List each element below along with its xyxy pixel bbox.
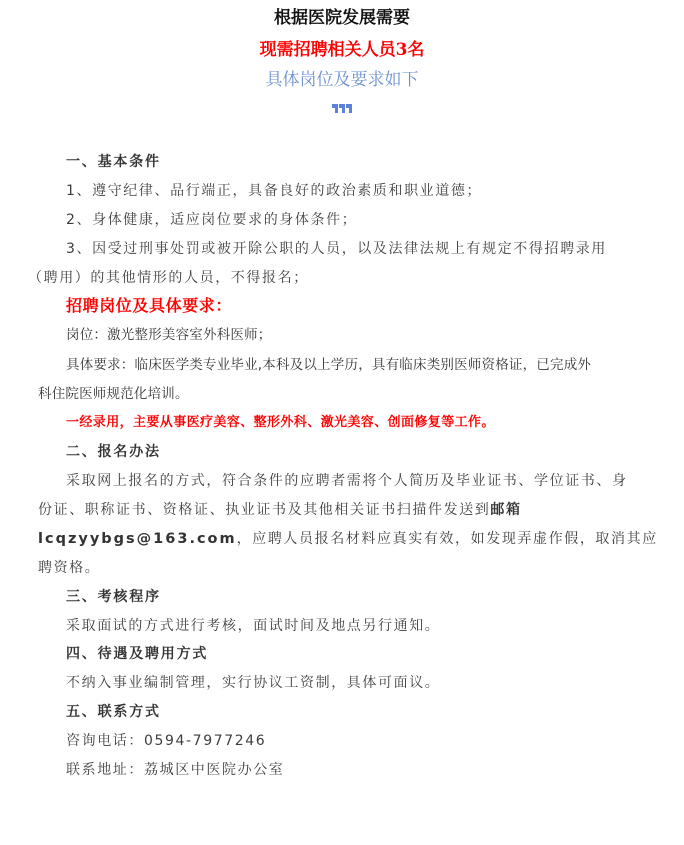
- registration-email-line: [38, 529, 658, 549]
- header-line-3: 具体岗位及要求如下: [265, 70, 419, 90]
- registration-text: 采取网上报名的方式，符合条件的应聘者需将个人简历及毕业证书、学位证书、身: [66, 473, 628, 489]
- quote-marks-icon: [0, 104, 684, 113]
- section-title-basic-conditions: 一、基本条件: [66, 154, 161, 170]
- header-line-2-recruit-count: 现需招聘相关人员3名: [259, 40, 425, 60]
- quote-mark-icon: [346, 104, 352, 113]
- contact-phone: [66, 731, 266, 751]
- section-title-assessment: 三、考核程序: [66, 589, 161, 605]
- email-address[interactable]: lcqzyybgs@163.com: [38, 531, 237, 547]
- assessment-text: 采取面试的方式进行考核，面试时间及地点另行通知。: [66, 618, 441, 634]
- registration-text-end: 聘资格。: [38, 560, 101, 576]
- condition-item: 1、遵守纪律、品行端正，具备良好的政治素质和职业道德；: [66, 183, 483, 199]
- header-line-1: 根据医院发展需要: [274, 8, 410, 28]
- registration-text-part: ，应聘人员报名材料应真实有效，如发现弄虚作假，取消其应: [236, 531, 658, 547]
- position-duty: 一经录用，主要从事医疗美容、整形外科、激光美容、创面修复等工作。: [66, 415, 495, 430]
- position-name: 岗位：激光整形美容室外科医师；: [66, 327, 272, 343]
- section-title-contact: 五、联系方式: [66, 704, 161, 720]
- compensation-text: 不纳入事业编制管理，实行协议工资制，具体可面议。: [66, 675, 441, 691]
- condition-item: 3、因受过刑事处罚或被开除公职的人员，以及法律法规上有规定不得招聘录用: [66, 241, 607, 257]
- registration-text-part: 份证、职称证书、资格证、执业证书及其他相关证书扫描件发送到: [38, 502, 491, 518]
- registration-text-continued: [38, 500, 522, 520]
- condition-item: 2、身体健康，适应岗位要求的身体条件；: [66, 212, 358, 228]
- quote-mark-icon: [339, 104, 345, 113]
- quote-mark-icon: [332, 104, 338, 113]
- position-requirements-title: 招聘岗位及具体要求：: [66, 296, 233, 315]
- position-requirement: 具体要求：临床医学类专业毕业,本科及以上学历，具有临床类别医师资格证，已完成外: [66, 357, 592, 373]
- position-requirement-continued: 科住院医师规范化培训。: [38, 386, 189, 402]
- section-title-compensation: 四、待遇及聘用方式: [66, 646, 209, 662]
- section-title-registration: 二、报名办法: [66, 444, 161, 460]
- phone-number[interactable]: 0594-7977246: [144, 733, 267, 749]
- address-label: 联系地址：: [66, 762, 144, 778]
- phone-label: 咨询电话：: [66, 733, 144, 749]
- condition-item-continued: （聘用）的其他情形的人员，不得报名；: [28, 270, 309, 286]
- contact-address: [66, 760, 284, 780]
- address-value: 荔城区中医院办公室: [144, 762, 285, 778]
- mailbox-label: 邮箱: [490, 502, 522, 518]
